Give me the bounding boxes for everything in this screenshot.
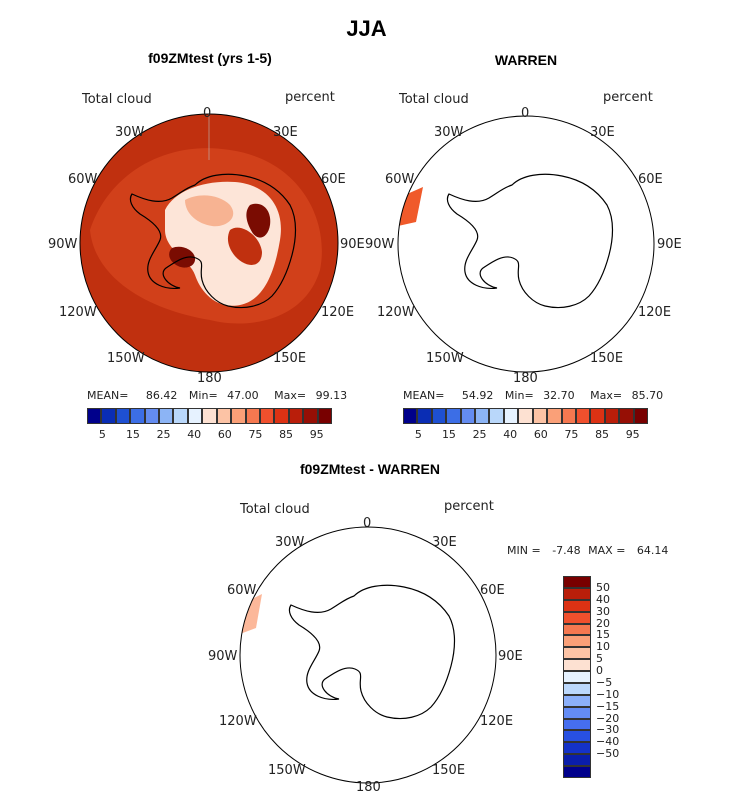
colorbar-tick-label: 40 [596,592,610,606]
colorbar-swatch [563,754,591,766]
lon-label: 60E [638,172,663,187]
colorbar-tick-label: 60 [533,428,548,441]
colorbar-tick-label: −20 [596,711,620,725]
panel-2-title: WARREN [494,52,558,68]
colorbar-tick-label: 20 [596,616,610,630]
colorbar-swatch [563,719,591,731]
colorbar-tick-label: 30 [596,604,610,618]
min-value: 47.00 [227,389,259,402]
colorbar-swatch [563,600,591,612]
lon-label: 90E [657,237,682,252]
colorbar-swatch [563,576,591,588]
colorbar-tick-label: 10 [596,640,610,654]
lon-label: 120E [638,305,672,320]
colorbar-tick-label: 5 [98,428,106,441]
colorbar-tick-label: 0 [596,664,603,678]
colorbar-swatch [563,647,591,659]
panel-1-variable: Total cloud [82,92,152,107]
max-label: MAX = [588,544,626,557]
lon-label: 30W [115,125,145,140]
colorbar-swatch [563,707,591,719]
max-value: 99.13 [315,389,348,402]
lon-label: 120W [59,305,97,320]
panel-3-variable: Total cloud [240,502,310,517]
min-value: -7.48 [552,544,581,557]
min-label: Min= [188,389,218,402]
lon-label: 180 [356,780,381,795]
colorbar-tick-label: −10 [596,687,620,701]
colorbar-tick-label: −15 [596,699,620,713]
colorbar-swatch [563,742,591,754]
panel-1-title: f09ZMtest (yrs 1-5) [148,50,272,66]
colorbar-swatch [563,588,591,600]
lon-label: 30E [432,535,457,550]
lon-label: 0 [521,106,530,121]
lon-label: 90W [365,237,395,252]
colorbar-tick-label: 85 [595,428,610,441]
lon-label: 90W [208,649,238,664]
lon-label: 60E [321,172,346,187]
colorbar-tick-label: 25 [472,428,487,441]
lon-label: 150E [273,351,307,366]
lon-label: 150W [426,351,464,366]
max-label: Max= [590,389,623,402]
colorbar-tick-label: 40 [503,428,518,441]
colorbar-tick-label: 75 [564,428,579,441]
panel-2-units: percent [603,90,653,105]
colorbar-tick-label: 5 [596,652,603,666]
colorbar-swatch [563,612,591,624]
lon-label: 60W [68,172,98,187]
panel-3-colorbar [563,576,591,778]
lon-label: 90W [48,237,78,252]
colorbar-tick-label: 5 [414,428,422,441]
colorbar-swatch [563,635,591,647]
lon-label: 120E [480,714,514,729]
colorbar-swatch [563,730,591,742]
colorbar-swatch [563,659,591,671]
lon-label: 60E [480,583,505,598]
mean-label: MEAN= [87,389,129,402]
lon-label: 90E [340,237,365,252]
mean-value: 86.42 [145,389,178,402]
lon-label: 30W [275,535,305,550]
lon-label: 180 [197,371,222,386]
mean-label: MEAN= [403,389,445,402]
max-value: 64.14 [636,544,669,557]
colorbar-tick-label: −5 [596,675,613,689]
colorbar-tick-label: 75 [248,428,263,441]
colorbar-tick-label: −30 [596,723,620,737]
colorbar-swatch [563,695,591,707]
colorbar-tick-label: 15 [441,428,456,441]
mean-value: 54.92 [461,389,494,402]
colorbar-tick-label: −40 [596,735,620,749]
colorbar-tick-label: 95 [625,428,640,441]
colorbar-tick-label: 85 [279,428,294,441]
lon-label: 30W [434,125,464,140]
max-label: Max= [274,389,307,402]
lon-label: 150W [268,763,306,778]
lon-label: 30E [273,125,298,140]
panel-1-units: percent [285,90,335,105]
panel-3-units: percent [444,499,494,514]
main-title: JJA [346,16,387,41]
colorbar-tick-label: 25 [156,428,171,441]
colorbar-tick-label: −50 [596,747,620,761]
max-value: 85.70 [631,389,664,402]
colorbar-tick-label: 15 [596,628,610,642]
panel-3-title: f09ZMtest - WARREN [299,461,440,477]
lon-label: 0 [203,106,212,121]
lon-label: 120W [219,714,257,729]
lon-label: 60W [385,172,415,187]
colorbar-tick-label: 95 [309,428,324,441]
colorbar-swatch [563,683,591,695]
panel-3-stats [507,544,668,557]
colorbar-tick-label: 60 [217,428,232,441]
lon-label: 90E [498,649,523,664]
colorbar-tick-label: 15 [125,428,140,441]
colorbar-tick-label: 50 [596,580,610,594]
lon-label: 0 [363,516,372,531]
colorbar-swatch [563,671,591,683]
lon-label: 120W [377,305,415,320]
lon-label: 150E [432,763,466,778]
colorbar-swatch [563,624,591,636]
min-value: 32.70 [543,389,575,402]
lon-label: 150E [590,351,624,366]
panel-3-colorbar-ticks [596,576,636,778]
colorbar-tick-label: 40 [187,428,202,441]
min-label: MIN = [507,544,541,557]
lon-label: 180 [513,371,538,386]
lon-label: 30E [590,125,615,140]
min-label: Min= [504,389,534,402]
panel-2-variable: Total cloud [399,92,469,107]
colorbar-swatch [563,766,591,778]
lon-label: 60W [227,583,257,598]
lon-label: 150W [107,351,145,366]
lon-label: 120E [321,305,355,320]
